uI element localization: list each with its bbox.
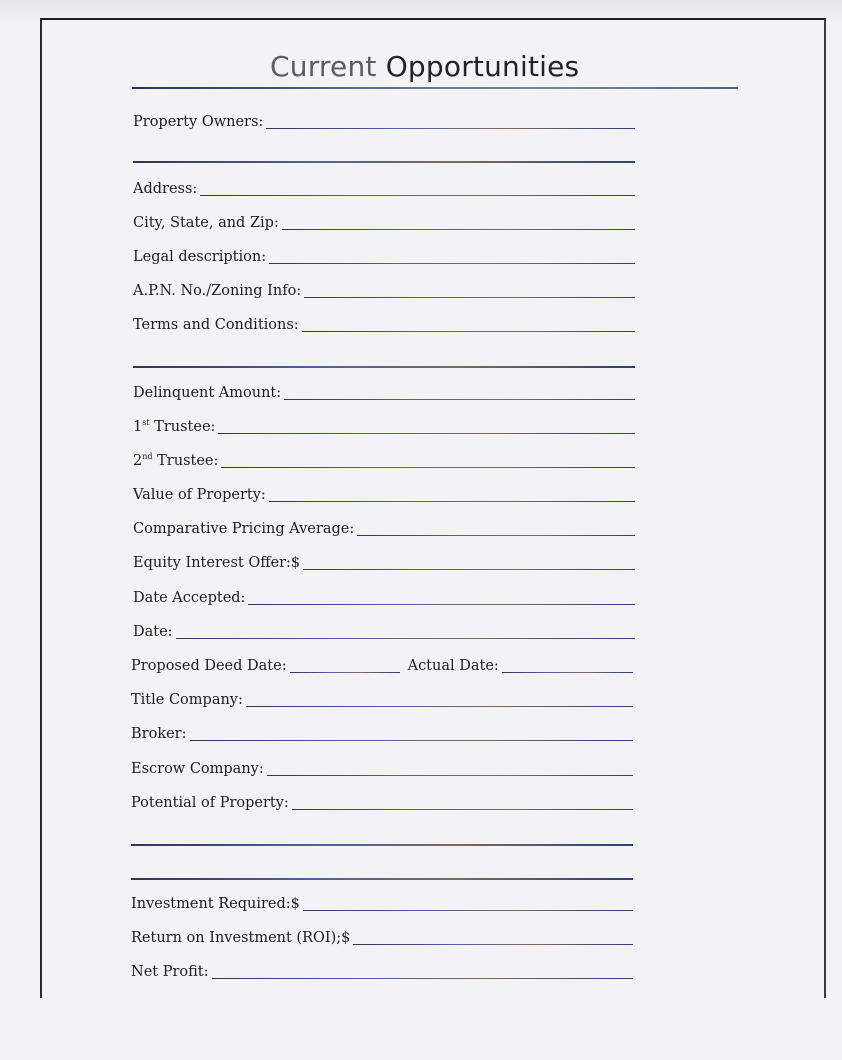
input-line-comparative-pricing[interactable] xyxy=(357,535,635,537)
label-date-accepted: Date Accepted: xyxy=(133,590,246,606)
field-second-trustee xyxy=(133,447,635,471)
input-line-terms-conditions[interactable] xyxy=(302,331,635,333)
input-line-potential-property[interactable] xyxy=(292,809,633,811)
label-comparative-pricing: Comparative Pricing Average: xyxy=(133,521,355,537)
input-line-city-state-zip[interactable] xyxy=(282,229,635,231)
field-terms-conditions xyxy=(133,311,635,335)
label-city-state-zip: City, State, and Zip: xyxy=(133,215,279,231)
label-proposed-deed-date: Proposed Deed Date: xyxy=(131,658,287,674)
label-potential-property: Potential of Property: xyxy=(131,795,289,811)
input-line-potential-property-3[interactable] xyxy=(131,878,633,880)
field-delinquent-amount xyxy=(133,379,635,403)
label-actual-date: Actual Date: xyxy=(407,658,499,674)
field-value-property xyxy=(133,481,635,505)
field-investment-required xyxy=(131,890,633,914)
field-comparative-pricing xyxy=(133,515,635,539)
label-first-trustee: 1st Trustee: xyxy=(133,418,216,435)
field-property-owners xyxy=(133,108,635,132)
page-border xyxy=(40,18,826,998)
label-broker: Broker: xyxy=(131,726,187,742)
label-equity-interest: Equity Interest Offer:$ xyxy=(133,555,301,571)
label-escrow-company: Escrow Company: xyxy=(131,761,264,777)
field-date-accepted xyxy=(133,584,635,608)
label-date: Date: xyxy=(133,624,173,640)
input-line-terms-conditions-2[interactable] xyxy=(133,366,635,368)
label-title-company: Title Company: xyxy=(131,692,243,708)
label-investment-required: Investment Required:$ xyxy=(131,896,300,912)
field-date xyxy=(133,618,635,642)
field-city-state-zip xyxy=(133,209,635,233)
input-line-investment-required[interactable] xyxy=(303,910,633,912)
input-line-actual-date[interactable] xyxy=(502,672,633,674)
field-escrow-company xyxy=(131,755,633,779)
label-value-property: Value of Property: xyxy=(133,487,266,503)
label-property-owners: Property Owners: xyxy=(133,114,264,130)
input-line-net-profit[interactable] xyxy=(212,978,633,980)
title-word-current: Current xyxy=(270,50,377,83)
input-line-second-trustee[interactable] xyxy=(221,467,635,469)
label-terms-conditions: Terms and Conditions: xyxy=(133,317,299,333)
field-broker xyxy=(131,720,633,744)
title-underline xyxy=(132,87,738,89)
title-word-opportunities: Opportunities xyxy=(385,50,580,83)
label-net-profit: Net Profit: xyxy=(131,964,209,980)
input-line-proposed-deed-date[interactable] xyxy=(290,672,400,674)
field-roi xyxy=(131,924,633,948)
field-potential-property xyxy=(131,789,633,813)
input-line-apn-zoning[interactable] xyxy=(304,297,635,299)
input-line-date-accepted[interactable] xyxy=(248,604,635,606)
field-equity-interest xyxy=(133,549,635,573)
input-line-first-trustee[interactable] xyxy=(218,433,635,435)
field-net-profit xyxy=(131,958,633,982)
input-line-roi[interactable] xyxy=(353,944,633,946)
field-apn-zoning xyxy=(133,277,635,301)
label-legal-description: Legal description: xyxy=(133,249,267,265)
field-title-company xyxy=(131,686,633,710)
label-delinquent-amount: Delinquent Amount: xyxy=(133,385,282,401)
input-line-legal-description[interactable] xyxy=(269,263,635,265)
label-roi: Return on Investment (ROI);$ xyxy=(131,930,351,946)
input-line-date[interactable] xyxy=(176,638,635,640)
label-second-trustee: 2nd Trustee: xyxy=(133,452,219,469)
label-apn-zoning: A.P.N. No./Zoning Info: xyxy=(133,283,302,299)
field-deed-dates xyxy=(131,652,633,676)
input-line-broker[interactable] xyxy=(190,740,633,742)
input-line-title-company[interactable] xyxy=(246,706,633,708)
input-line-property-owners-2[interactable] xyxy=(133,161,635,163)
field-legal-description xyxy=(133,243,635,267)
input-line-value-property[interactable] xyxy=(269,501,635,503)
field-first-trustee xyxy=(133,413,635,437)
input-line-address[interactable] xyxy=(200,195,635,197)
input-line-equity-interest[interactable] xyxy=(303,569,635,571)
input-line-delinquent-amount[interactable] xyxy=(284,399,635,401)
label-address: Address: xyxy=(133,181,198,197)
input-line-potential-property-2[interactable] xyxy=(131,844,633,846)
input-line-property-owners[interactable] xyxy=(266,128,635,130)
page-title xyxy=(270,50,579,83)
field-address xyxy=(133,175,635,199)
input-line-escrow-company[interactable] xyxy=(267,775,633,777)
